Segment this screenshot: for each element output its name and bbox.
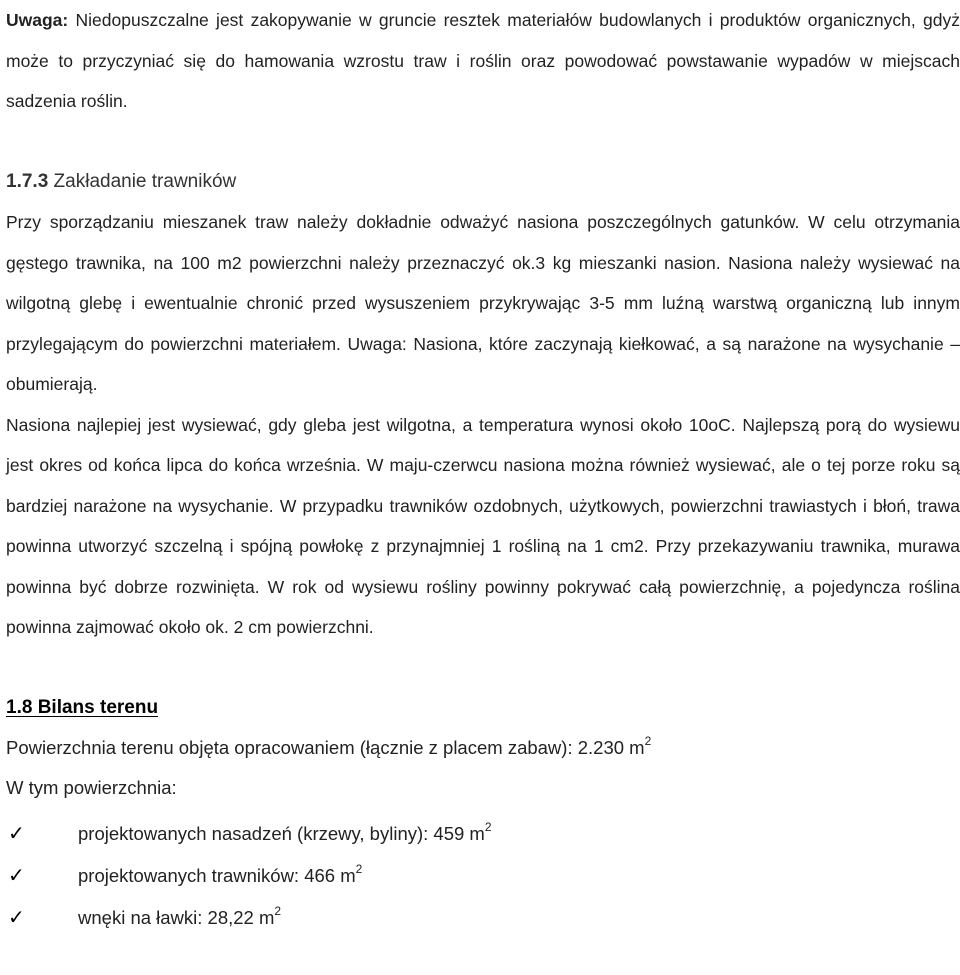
list-item-text: projektowanych nasadzeń (krzewy, byliny): 459 $m^2$ (78, 820, 492, 844)
list-item (6, 896, 960, 938)
document-page (6, 0, 960, 938)
warning-note (6, 0, 960, 122)
list-item (6, 812, 960, 854)
checkmark-icon: ✓ (8, 821, 25, 845)
section-title: 1.8 Bilans terenu (6, 696, 159, 718)
list-item-text: wnęki na ławki: 28,22 $m^2$ (78, 904, 282, 928)
section-heading-1-7-3 (6, 162, 960, 203)
section-title: Zakładanie trawników (48, 170, 237, 192)
warning-text: Niedopuszczalne jest zakopywanie w gruncie resztek materiałów budowlanych i produktów organicznych, gdyż może to przyczyniać się do hamowania wzrostu traw i roślin oraz powodować powstawanie wypadów w miejscach sadzenia roślin. (6, 10, 960, 111)
unit-superscript: 2 (274, 904, 282, 918)
section-heading-1-8 (6, 688, 960, 729)
breakdown-label: W tym powierzchnia: (6, 777, 177, 798)
checkmark-icon: ✓ (8, 863, 25, 887)
unit-superscript: 2 (484, 820, 492, 834)
total-area-text: Powierzchnia terenu objęta opracowaniem (łącznie z placem zabaw): 2.230 m (6, 737, 645, 758)
list-item (6, 854, 960, 896)
lawn-paragraph-1: Przy sporządzaniu mieszanek traw należy dokładnie odważyć nasiona poszczególnych gatunków. W celu otrzymania gęstego trawnika, na 100 m2 powierzchni należy przeznaczyć ok.3 kg mieszanki nasion. Nasiona należy wysiewać na wilgotną glebę i ewentualnie chronić przed wysuszeniem przykrywając 3-5 mm luźną warstwą organiczną lub innym przylegającym do powierzchni materiałem. Uwaga: Nasiona, które zaczynają kiełkować, a są narażone na wysychanie – obumierają. (6, 212, 960, 394)
warning-label: Uwaga: (6, 10, 69, 30)
section-number: 1.7.3 (6, 170, 49, 192)
total-area-line (6, 728, 960, 768)
checkmark-icon: ✓ (8, 905, 25, 929)
area-list (6, 812, 960, 938)
lawn-paragraph-2: Nasiona najlepiej jest wysiewać, gdy gleba jest wilgotna, a temperatura wynosi około 10oC. Najlepszą porą do wysiewu jest okres od końca lipca do końca września. W maju-czerwcu nasiona można również wysiewać, ale o tej porze roku są bardziej narażone na wysychanie. W przypadku trawników ozdobnych, użytkowych, powierzchni trawiastych i błoń, trawa powinna utworzyć szczelną i spójną powłokę z przynajmniej 1 rośliną na 1 cm2. Przy przekazywaniu trawnika, murawa powinna być dobrze rozwinięta. W rok od wysiewu rośliny powinny pokrywać całą powierzchnię, a pojedyncza roślina powinna zajmować około ok. 2 cm powierzchni. (6, 414, 960, 637)
unit-superscript: 2 (644, 734, 652, 748)
spacer (6, 122, 960, 162)
unit-superscript: 2 (355, 862, 363, 876)
spacer (6, 648, 960, 688)
list-item-text: projektowanych trawników: 466 $m^2$ (78, 862, 363, 886)
